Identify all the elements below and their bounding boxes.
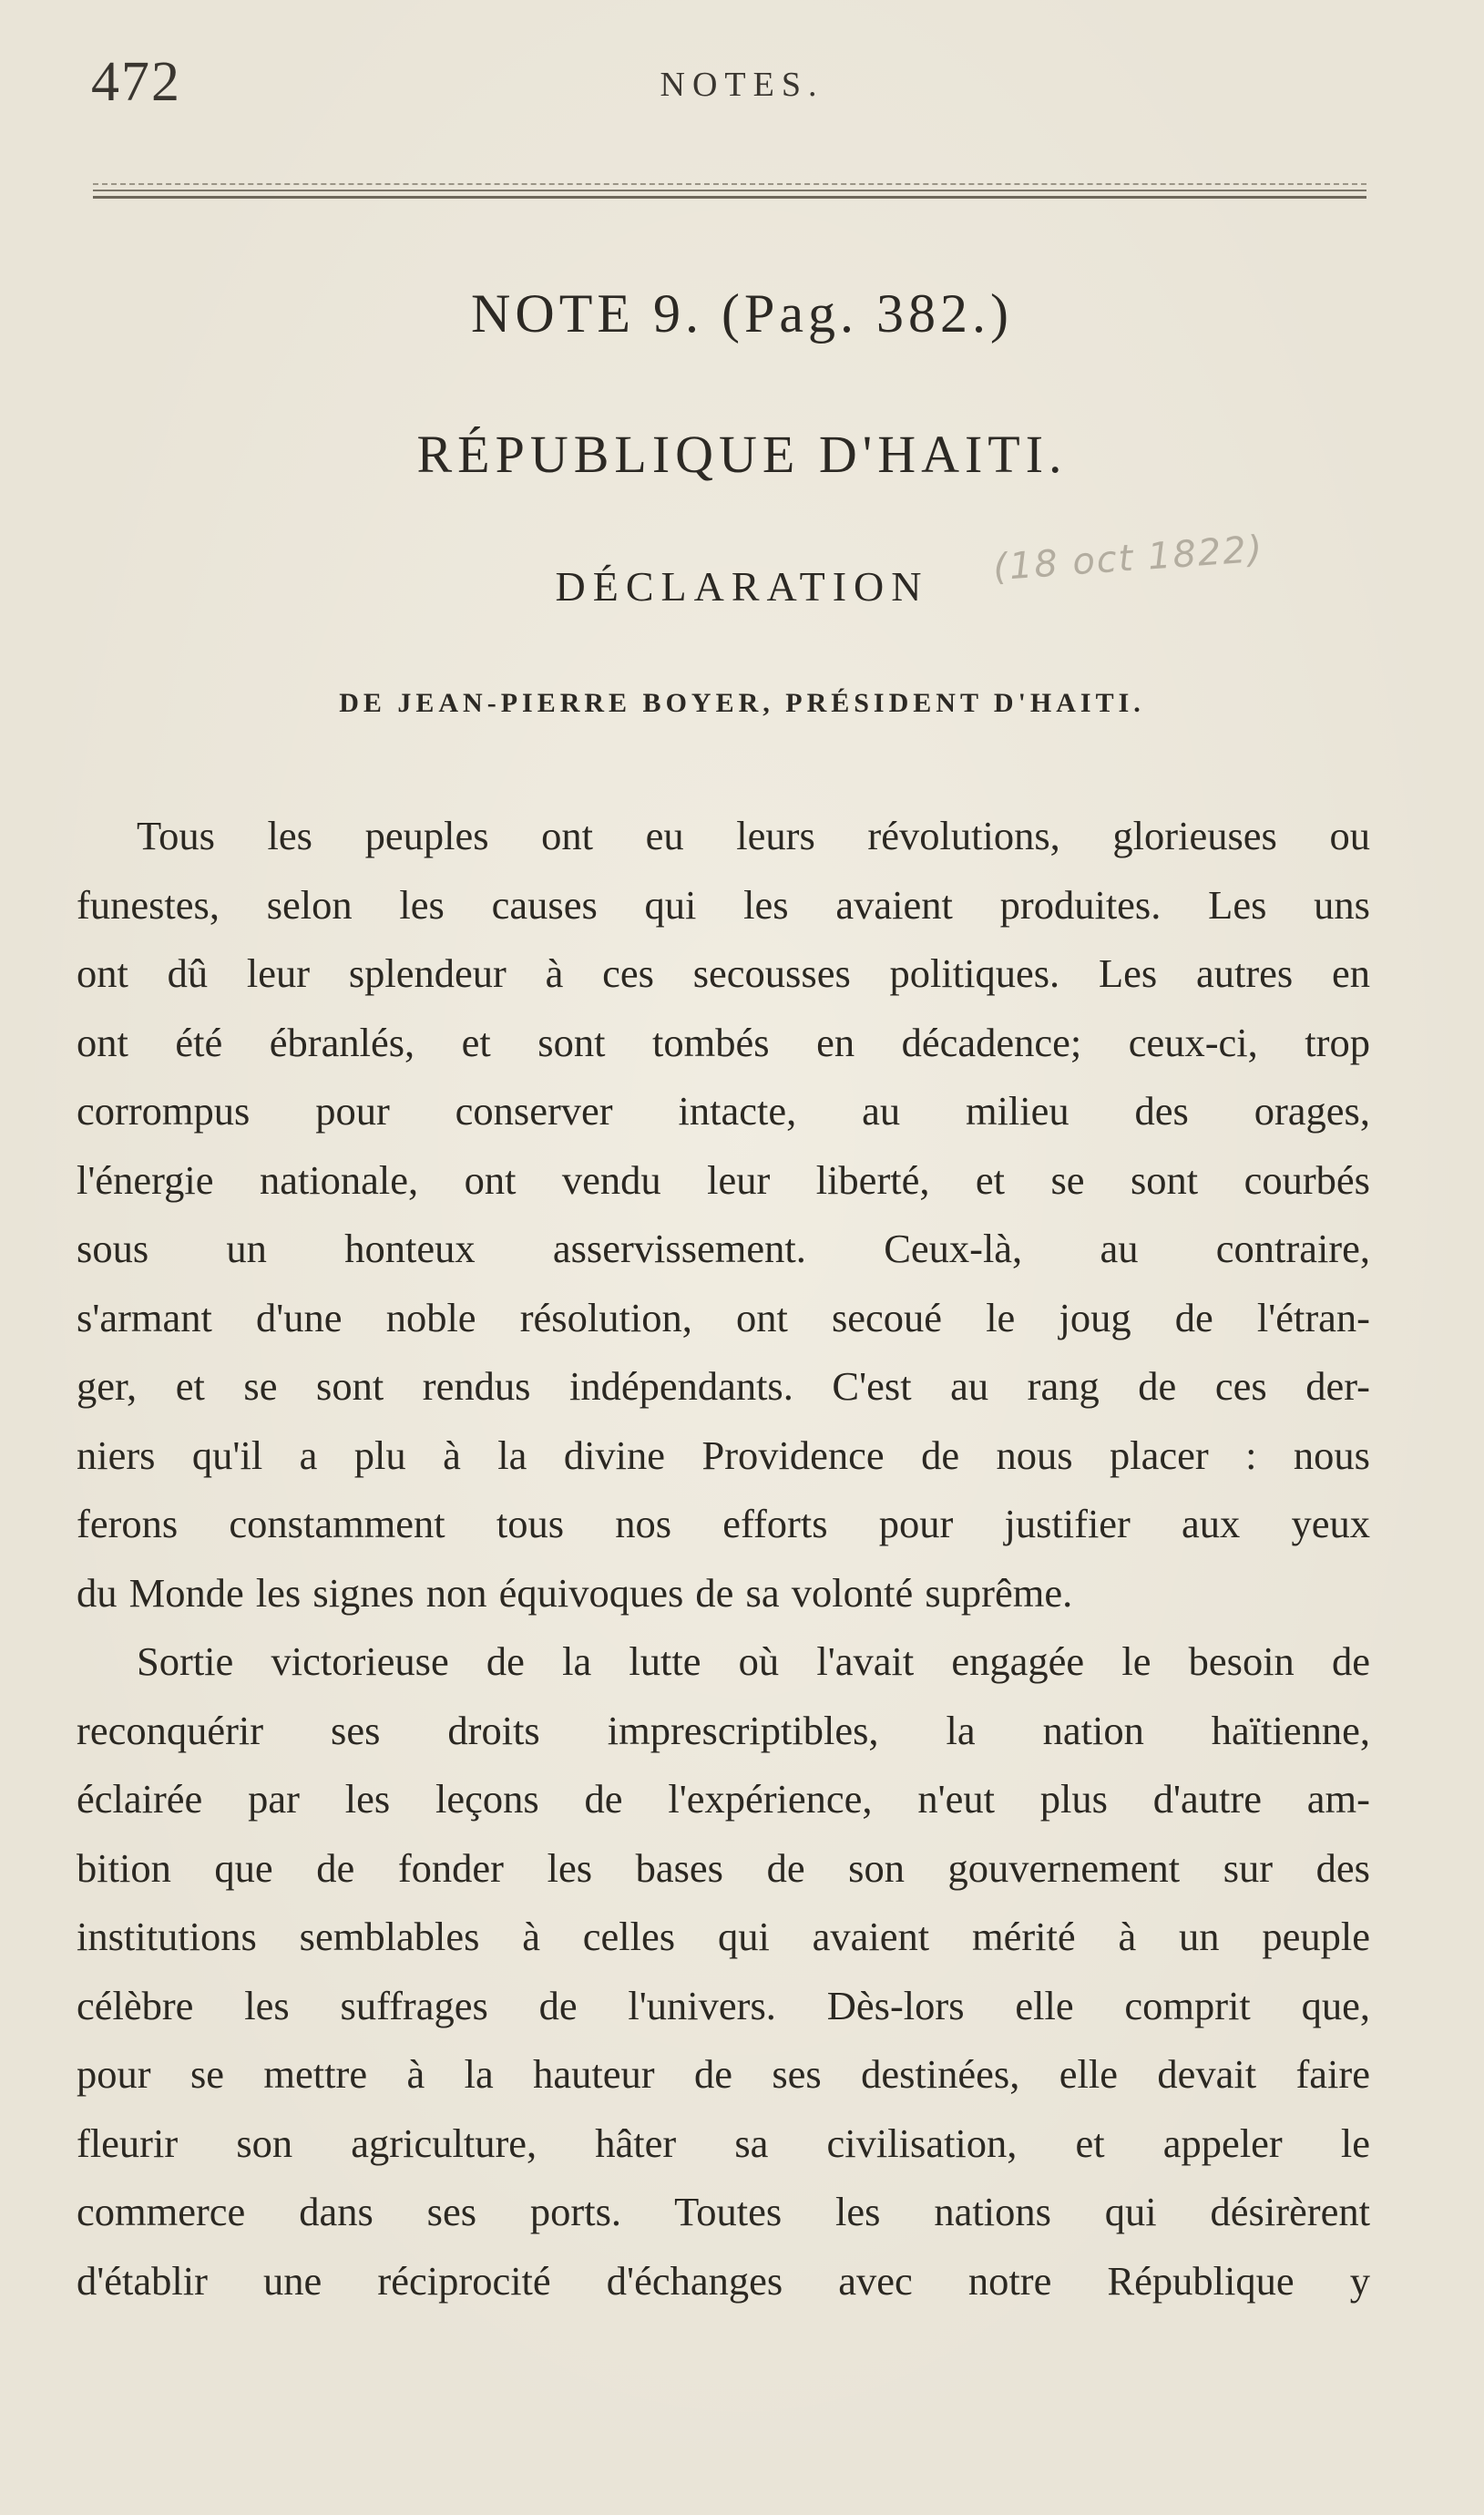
text-line: commerce dans ses ports. Toutes les nations qui désirèrent [77,2189,1370,2234]
header-rule [93,190,1366,199]
text-line: niers qu'il a plu à la divine Providence de nous placer : nous [77,1432,1370,1478]
text-line: sous un honteux asservissement. Ceux-là, au contraire, [77,1226,1370,1271]
text-line: d'établir une réciprocité d'échanges avec notre République y [77,2257,1370,2304]
text-line: corrompus pour conserver intacte, au milieu des orages, [77,1088,1370,1134]
text-line: institutions semblables à celles qui avaient mérité à un peuple [77,1914,1370,1959]
text-line: ger, et se sont rendus indépendants. C'est au rang de ces der- [77,1363,1370,1409]
text-line: l'énergie nationale, ont vendu leur liberté, et se sont courbés [77,1156,1370,1203]
note-heading: NOTE 9. (Pag. 382.) [471,283,1013,344]
page-number: 472 [91,51,181,113]
text-line: éclairée par les leçons de l'expérience, n'eut plus d'autre am- [77,1776,1370,1822]
republic-heading: RÉPUBLIQUE D'HAITI. [416,425,1068,484]
text-line: reconquérir ses droits imprescriptibles, la nation haïtienne, [77,1707,1370,1753]
text-line: Sortie victorieuse de la lutte où l'avait engagée le besoin de [137,1638,1370,1684]
paragraph-2 [77,1627,1370,2315]
text-line: ferons constamment tous nos efforts pour justifier aux yeux [77,1501,1370,1546]
text-line: Tous les peuples ont eu leurs révolutions, glorieuses ou [137,813,1370,858]
text-line: célèbre les suffrages de l'univers. Dès-lors elle comprit que, [77,1982,1370,2028]
declaration-subtitle: DE JEAN-PIERRE BOYER, PRÉSIDENT D'HAITI. [339,688,1145,718]
text-line: pour se mettre à la hauteur de ses destinées, elle devait faire [77,2051,1370,2097]
body-text [77,802,1370,2315]
text-line: ont dû leur splendeur à ces secousses politiques. Les autres en [77,950,1370,996]
text-line: funestes, selon les causes qui les avaient produites. Les uns [77,881,1370,928]
paragraph-1 [77,802,1370,1627]
running-title: NOTES. [660,66,824,104]
declaration-heading: DÉCLARATION [555,563,929,610]
text-line: bition que de fonder les bases de son gouvernement sur des [77,1844,1370,1891]
text-line: ont été ébranlés, et sont tombés en décadence; ceux-ci, trop [77,1019,1370,1065]
header-rule-dashed [93,183,1366,185]
text-line: du Monde les signes non équivoques de sa volonté suprême. [77,1569,1073,1616]
text-line: s'armant d'une noble résolution, ont secoué le joug de l'étran- [77,1294,1370,1340]
handwritten-annotation: (18 oct 1822) [991,528,1265,590]
text-line: fleurir son agriculture, hâter sa civilisation, et appeler le [77,2120,1370,2166]
running-head [0,50,1484,114]
